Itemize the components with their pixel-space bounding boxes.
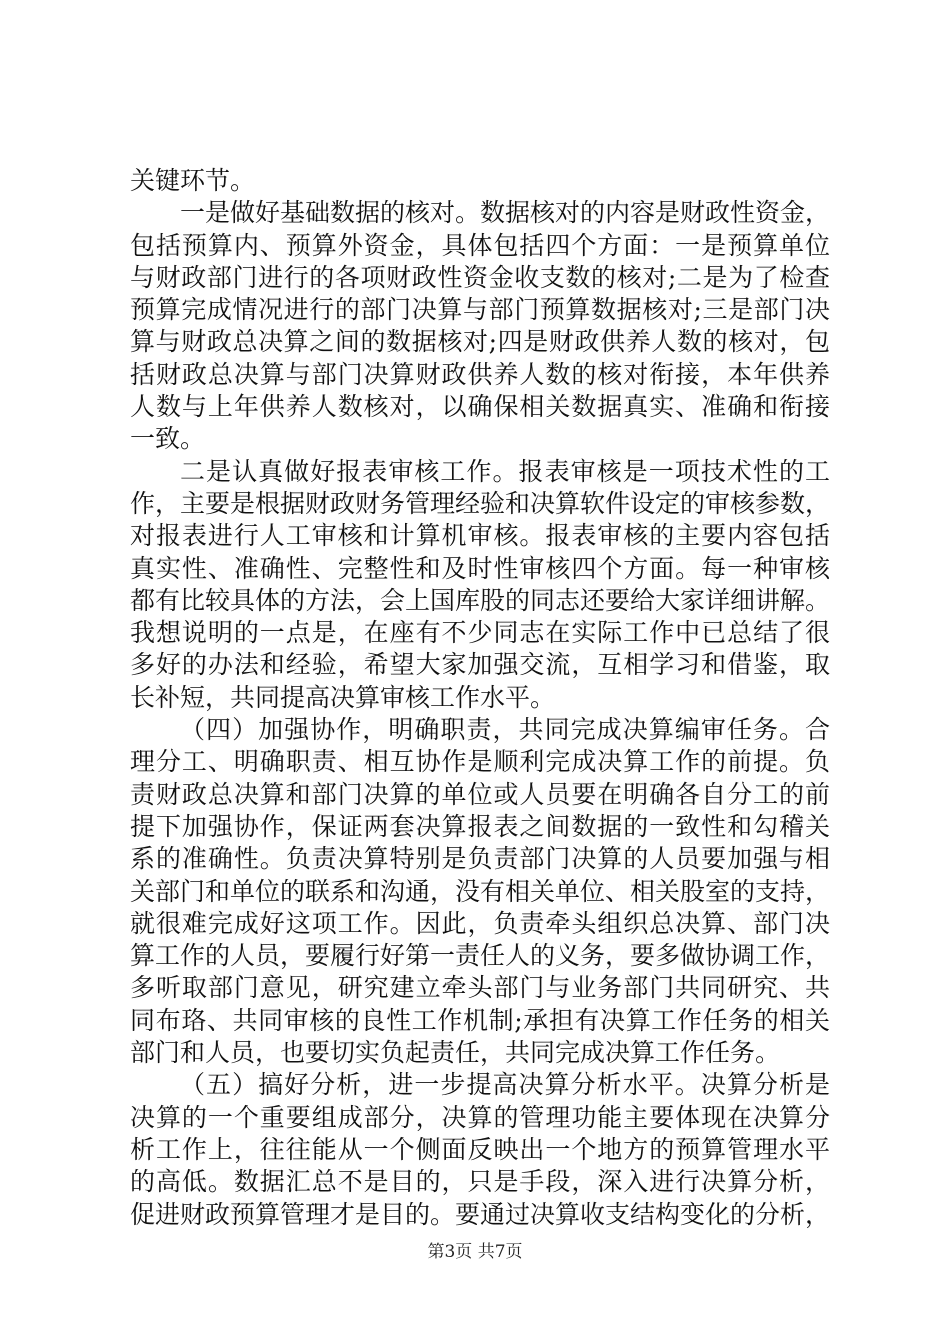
- text-line: 多听取部门意见，研究建立牵头部门与业务部门共同研究、共: [130, 973, 830, 1003]
- text-line: 对报表进行人工审核和计算机审核。报表审核的主要内容包括: [130, 521, 830, 551]
- page-footer: 第3页 共7页: [427, 1242, 523, 1262]
- text-line: 人数与上年供养人数核对，以确保相关数据真实、准确和衔接: [130, 392, 830, 422]
- document-body: [130, 165, 830, 1231]
- text-line: 长补短，共同提高决算审核工作水平。: [130, 682, 556, 712]
- text-line: 部门和人员，也要切实负起责任，共同完成决算工作任务。: [130, 1038, 781, 1068]
- text-line: 一是做好基础数据的核对。数据核对的内容是财政性资金，: [180, 198, 830, 228]
- text-line: 算与财政总决算之间的数据核对;四是财政供养人数的核对，包: [130, 327, 830, 357]
- text-line: 关键环节。: [130, 166, 256, 195]
- text-line: 一致。: [130, 424, 206, 454]
- text-line: 多好的办法和经验，希望大家加强交流，互相学习和借鉴，取: [130, 650, 830, 680]
- text-line: 我想说明的一点是，在座有不少同志在实际工作中已总结了很: [130, 618, 830, 648]
- text-line: 同布珞、共同审核的良性工作机制;承担有决算工作任务的相关: [130, 1005, 830, 1035]
- text-line: 与财政部门进行的各项财政性资金收支数的核对;二是为了检查: [130, 262, 830, 292]
- text-line: 责财政总决算和部门决算的单位或人员要在明确各自分工的前: [130, 779, 830, 809]
- text-line: 析工作上，往往能从一个侧面反映出一个地方的预算管理水平: [130, 1134, 830, 1164]
- text-line: 预算完成情况进行的部门决算与部门预算数据核对;三是部门决: [130, 295, 830, 325]
- text-line: 关部门和单位的联系和沟通，没有相关单位、相关股室的支持，: [130, 876, 830, 906]
- text-line: 二是认真做好报表审核工作。报表审核是一项技术性的工: [180, 456, 830, 486]
- text-line: 作，主要是根据财政财务管理经验和决算软件设定的审核参数，: [130, 488, 830, 518]
- text-line: 包括预算内、预算外资金，具体包括四个方面：一是预算单位: [130, 230, 830, 260]
- text-line: （五）搞好分析，进一步提高决算分析水平。决算分析是: [180, 1070, 830, 1100]
- text-line: 决算的一个重要组成部分，决算的管理功能主要体现在决算分: [130, 1102, 830, 1132]
- text-line: 系的准确性。负责决算特别是负责部门决算的人员要加强与相: [130, 844, 830, 874]
- text-line: 括财政总决算与部门决算财政供养人数的核对衔接，本年供养: [130, 359, 830, 389]
- text-line: （四）加强协作，明确职责，共同完成决算编审任务。合: [180, 715, 830, 745]
- text-line: 真实性、准确性、完整性和及时性审核四个方面。每一种审核: [130, 553, 830, 583]
- text-line: 提下加强协作，保证两套决算报表之间数据的一致性和勾稽关: [130, 811, 830, 841]
- text-line: 理分工、明确职责、相互协作是顺利完成决算工作的前提。负: [130, 747, 830, 777]
- text-line: 算工作的人员，要履行好第一责任人的义务，要多做协调工作，: [130, 941, 830, 971]
- text-line: 促进财政预算管理才是目的。要通过决算收支结构变化的分析，: [130, 1199, 830, 1229]
- text-line: 的高低。数据汇总不是目的，只是手段，深入进行决算分析，: [130, 1167, 830, 1197]
- text-line: 都有比较具体的方法，会上国库股的同志还要给大家详细讲解。: [130, 585, 830, 615]
- text-line: 就很难完成好这项工作。因此，负责牵头组织总决算、部门决: [130, 908, 830, 938]
